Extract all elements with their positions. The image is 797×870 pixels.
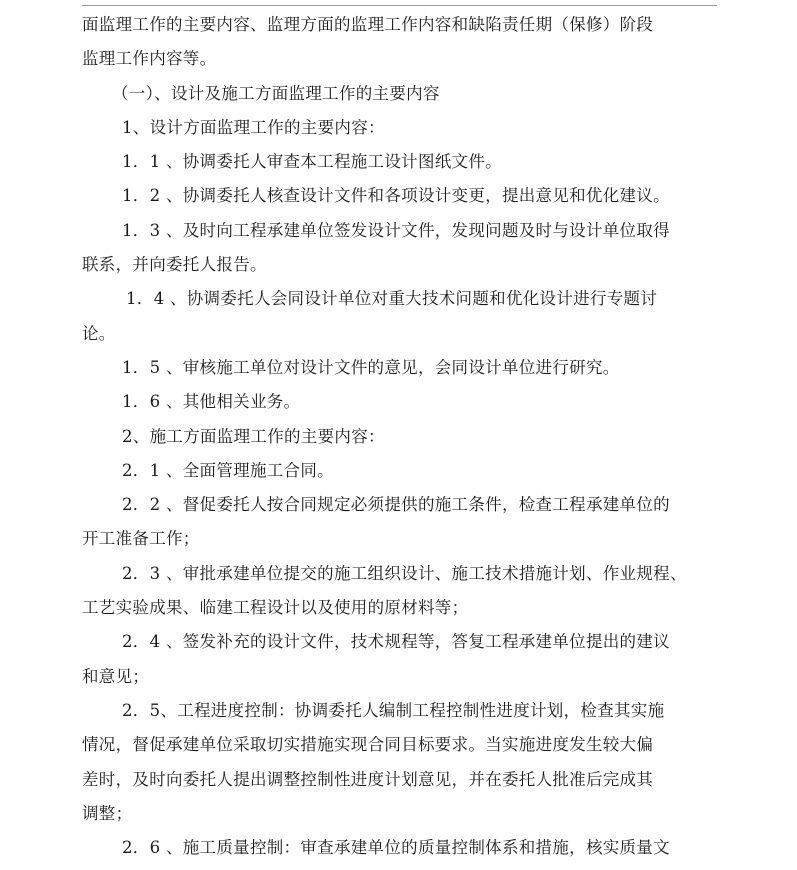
list-item: 1．4 、协调委托人会同设计单位对重大技术问题和优化设计进行专题讨 <box>126 289 658 309</box>
text-line: 差时，及时向委托人提出调整控制性进度计划意见，并在委托人批准后完成其 <box>82 769 654 789</box>
list-item: 1．2 、协调委托人核查设计文件和各项设计变更，提出意见和优化建议。 <box>122 186 670 206</box>
list-item: 2．4 、签发补充的设计文件，技术规程等，答复工程承建单位提出的建议 <box>122 632 670 652</box>
list-item: 1．5 、审核施工单位对设计文件的意见，会同设计单位进行研究。 <box>122 357 620 377</box>
list-item: 2．1 、全面管理施工合同。 <box>122 460 334 480</box>
text-line: 和意见； <box>82 666 150 686</box>
subsection-heading: 2、施工方面监理工作的主要内容： <box>122 426 385 446</box>
list-item: 2．5、工程进度控制：协调委托人编制工程控制性进度计划，检查其实施 <box>122 700 665 720</box>
list-item: 2．3 、审批承建单位提交的施工组织设计、施工技术措施计划、作业规程、 <box>122 563 687 583</box>
text-line: 开工准备工作； <box>82 529 200 549</box>
list-item: 1．3 、及时向工程承建单位签发设计文件，发现问题及时与设计单位取得 <box>122 220 670 240</box>
text-line: 情况，督促承建单位采取切实措施实现合同目标要求。当实施进度发生较大偏 <box>82 735 654 755</box>
text-line: 面监理工作的主要内容、监理方面的监理工作内容和缺陷责任期（保修）阶段 <box>82 15 654 34</box>
list-item: 1．1 、协调委托人审查本工程施工设计图纸文件。 <box>122 152 502 172</box>
document-page <box>82 8 722 865</box>
text-line: 监理工作内容等。 <box>82 49 217 69</box>
list-item: 2．2 、督促委托人按合同规定必须提供的施工条件，检查工程承建单位的 <box>122 495 670 515</box>
header-rule <box>82 5 717 6</box>
subsection-heading: 1、设计方面监理工作的主要内容： <box>122 117 385 137</box>
section-heading: （一）、设计及施工方面监理工作的主要内容 <box>112 83 440 103</box>
list-item: 2．6 、施工质量控制：审查承建单位的质量控制体系和措施，核实质量文 <box>122 838 670 858</box>
text-line: 调整； <box>82 803 133 823</box>
text-line: 联系，并向委托人报告。 <box>82 255 267 275</box>
list-item: 1．6 、其他相关业务。 <box>122 392 301 412</box>
text-line: 论。 <box>82 323 116 343</box>
text-line: 工艺实验成果、临建工程设计以及使用的原材料等； <box>82 598 469 618</box>
